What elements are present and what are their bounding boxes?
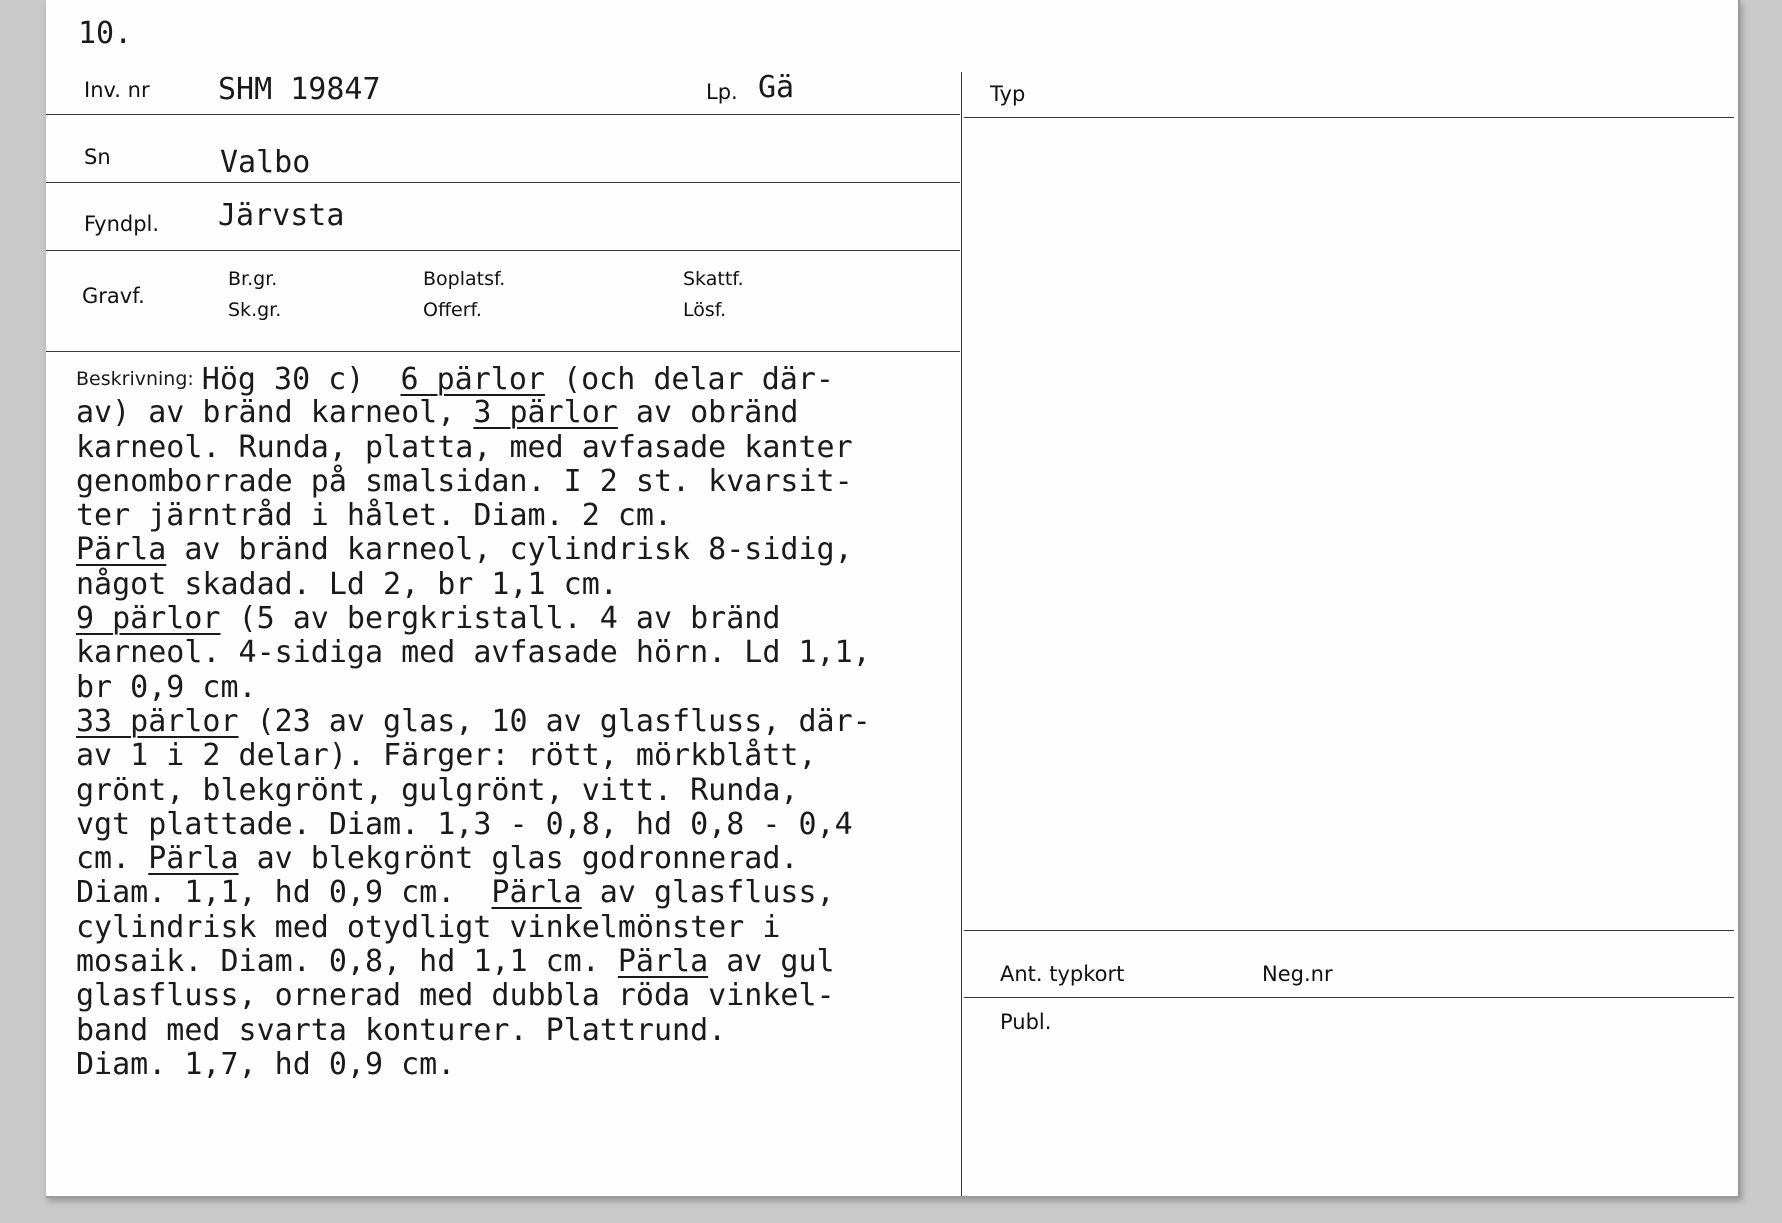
typ-label: Typ — [990, 82, 1026, 106]
neg-nr-label: Neg.nr — [1262, 962, 1333, 986]
sn-label: Sn — [84, 145, 111, 169]
sn-value: Valbo — [220, 145, 311, 180]
divider-sn — [46, 182, 960, 183]
skattf-label: Skattf. — [683, 268, 744, 290]
beskrivning-label: Beskrivning: — [76, 368, 194, 390]
inv-nr-value: SHM 19847 — [218, 72, 381, 107]
underlined-item: Pärla — [617, 944, 709, 980]
underlined-item: Pärla — [148, 841, 239, 877]
boplatsf-label: Boplatsf. — [423, 268, 506, 290]
ant-typkort-label: Ant. typkort — [1000, 962, 1125, 986]
divider-ant — [964, 930, 1734, 931]
divider-typ — [964, 117, 1734, 118]
fyndpl-value: Järvsta — [218, 198, 345, 233]
lp-label: Lp. — [706, 80, 738, 104]
offerf-label: Offerf. — [423, 299, 482, 321]
underlined-item: Pärla — [76, 532, 167, 568]
description-text: Beskrivning: Hög 30 c) 6 pärlor (och delar där- av) av bränd karneol, 3 pärlor av obränd karneol. Runda, platta, med avfasade kanter genomborrade på smalsidan. I 2 st. kvarsit- ter järntråd i hålet. Diam. 2 cm. Pärla av bränd karneol, cylindrisk 8-sidig, något skadad. Ld 2, br 1,1 cm. 9 pärlor (5 av bergkristall. 4 av bränd karneol. 4-sidiga med avfasade hörn. Ld 1,1, br 0,9 cm. 33 pärlor (23 av glas, 10 av glasfluss, där- av 1 i 2 delar). Färger: rött, mörkblått, grönt, blekgrönt, gulgrönt, vitt. Runda, vgt plattade. Diam. 1,3 - 0,8, hd 0,8 - 0,4 cm. Pärla av blekgrönt glas godronnerad. Diam. 1,1, hd 0,9 cm. Pärla av glasfluss, cylindrisk med otydligt vinkelmönster i mosaik. Diam. 0,8, hd 1,1 cm. Pärla av gul glasfluss, ornerad med dubbla röda vinkel- band med svarta konturer. Plattrund. Diam. 1,7, hd 0,9 cm. — [76, 362, 871, 1082]
underlined-item: Pärla — [491, 875, 582, 911]
publ-label: Publ. — [1000, 1010, 1052, 1034]
skgr-label: Sk.gr. — [228, 299, 282, 321]
divider-inv — [46, 114, 960, 115]
fyndpl-label: Fyndpl. — [84, 212, 160, 236]
card-number: 10. — [78, 16, 133, 51]
underlined-item: 3 pärlor — [473, 395, 618, 431]
underlined-item: 6 pärlor — [400, 362, 545, 397]
brgr-label: Br.gr. — [228, 268, 278, 290]
losf-label: Lösf. — [683, 299, 727, 321]
gravf-label: Gravf. — [82, 284, 145, 308]
divider-fyndpl — [46, 250, 960, 251]
inv-nr-label: Inv. nr — [84, 78, 150, 102]
divider-gravf — [46, 351, 960, 352]
divider-publ — [964, 997, 1734, 998]
underlined-item: 33 pärlor — [76, 703, 239, 739]
lp-value: Gä — [758, 70, 795, 105]
catalog-card — [46, 0, 1740, 1198]
underlined-item: 9 pärlor — [76, 601, 221, 637]
